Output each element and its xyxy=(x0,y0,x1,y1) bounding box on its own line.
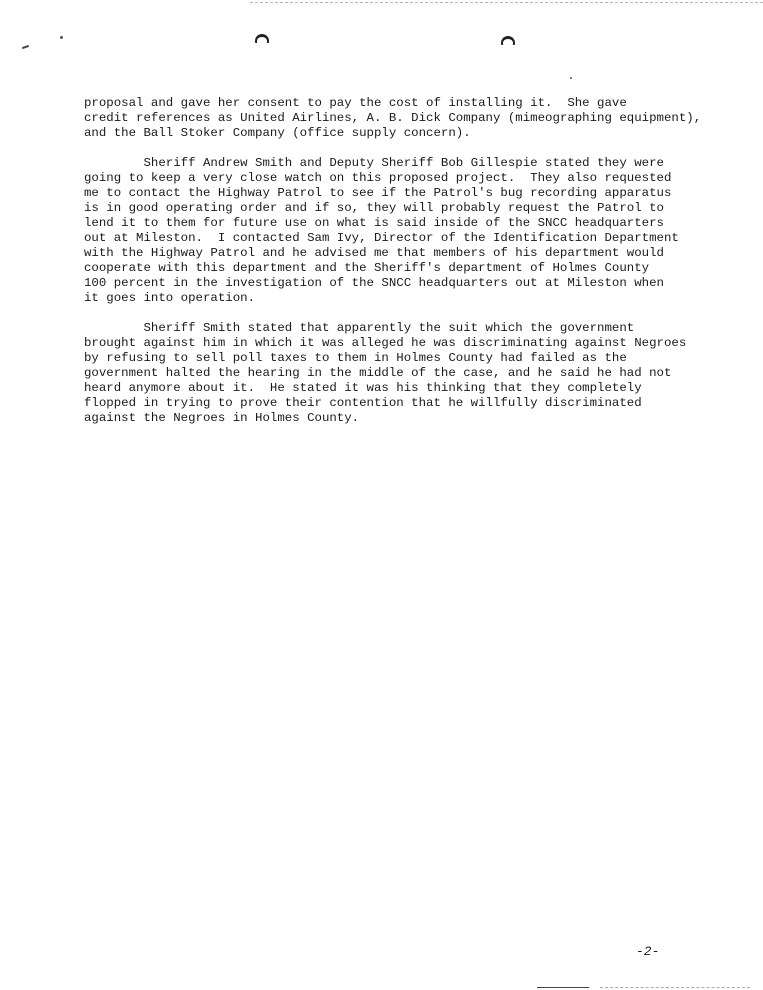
top-edge-rule xyxy=(250,2,763,3)
stray-ink-dot xyxy=(60,36,63,39)
bottom-edge-dash xyxy=(600,987,750,988)
paragraph-sheriff-surveillance: Sheriff Andrew Smith and Deputy Sheriff Bob Gillespie stated they were going to keep a very close watch on this proposed project. They also requested me to contact the Highway Patrol to see if the Patrol's bug recording apparatus is in good operating order and if so, they will probably request the Patrol to lend it to them for future use on what is said inside of the SNCC headquarters out at Mileston. I contacted Sam Ivy, Director of the Identification Department with the Highway Patrol and he advised me that members of his department would cooperate with this department and the Sheriff's department of Holmes County 100 percent in the investigation of the SNCC headquarters out at Mileston when it goes into operation. xyxy=(84,156,679,305)
bottom-edge-rule xyxy=(537,987,589,988)
stray-ink-dot xyxy=(570,77,572,79)
paragraph-gestetner-proposal: proposal and gave her consent to pay the cost of installing it. She gave credit references as United Airlines, A. B. Dick Company (mimeographing equipment), and the Ball Stoker Company (office supply concern). xyxy=(84,96,702,140)
page-number: -2- xyxy=(636,944,660,959)
binder-hole-mark-right xyxy=(501,33,517,45)
paragraph-poll-tax-suit: Sheriff Smith stated that apparently the suit which the government brought against him in which it was alleged he was discriminating against Negroes by refusing to sell poll taxes to them in Holmes County had failed as the government halted the hearing in the middle of the case, and he said he had not heard anymore about it. He stated it was his thinking that they completely flopped in trying to prove their contention that he willfully discriminated against the Negroes in Holmes County. xyxy=(84,321,687,425)
stray-ink-mark xyxy=(22,40,38,50)
binder-hole-mark-left xyxy=(255,31,271,43)
report-body xyxy=(84,96,724,441)
